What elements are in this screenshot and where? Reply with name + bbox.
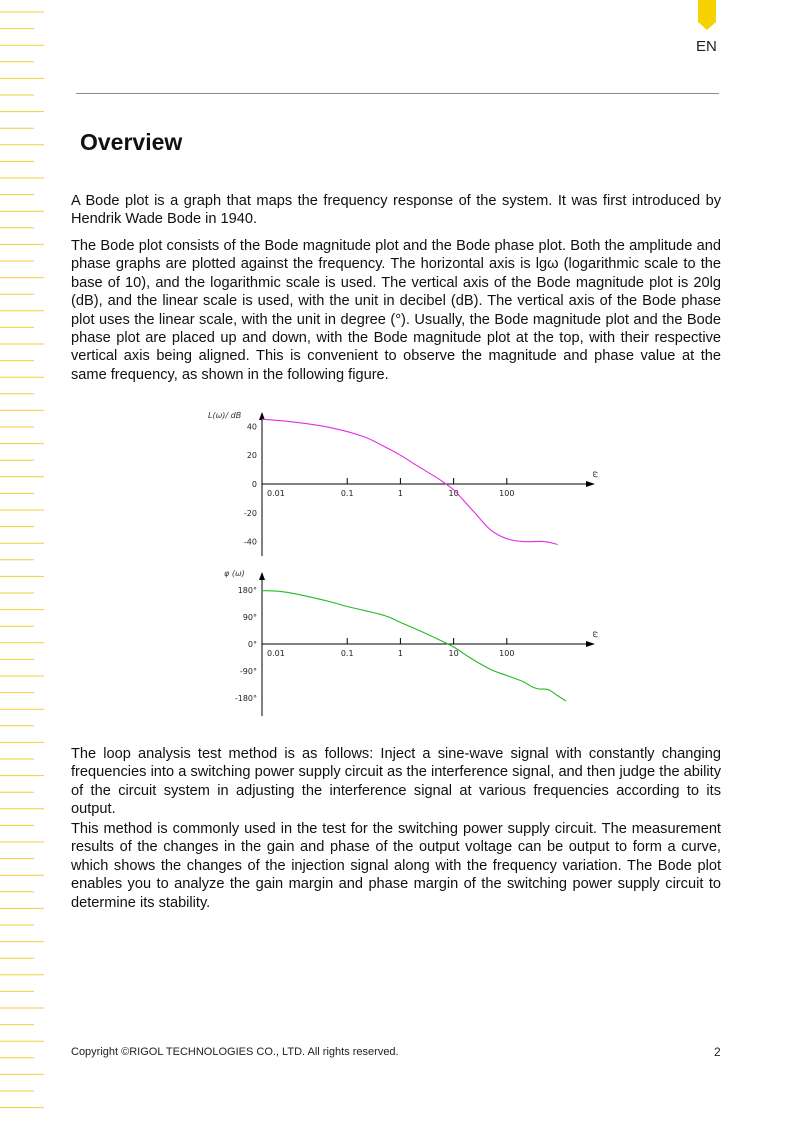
- y-tick-label: 20: [246, 451, 257, 461]
- phase-plot: [224, 569, 600, 716]
- x-axis-label: ω: [591, 631, 600, 638]
- x-tick-label: 0.01: [267, 649, 285, 658]
- y-tick-label: 0: [251, 480, 257, 489]
- y-tick-label: -180°: [234, 694, 257, 703]
- y-tick-label: 180°: [237, 586, 257, 595]
- x-tick-label: 100: [499, 649, 515, 658]
- x-tick-label: 0.1: [340, 649, 354, 658]
- magnitude-curve: [262, 419, 558, 544]
- y-tick-label: -40: [243, 537, 257, 547]
- x-tick-label: 10: [448, 489, 459, 498]
- y-axis-label: φ (ω): [224, 569, 245, 578]
- paragraph-bode-description: The Bode plot consists of the Bode magnitude plot and the Bode phase plot. Both the amplitude and phase graphs are plotted against the frequency. The horizontal axis is lgω (logarithmic scale to the base of 10), and the logarithmic scale is used. The vertical axis of the Bode magnitude plot is 20lg (dB), and the linear scale is used, with the unit in decibel (dB). The vertical axis of the Bode phase plot uses the linear scale, with the unit in degree (°). Usually, the Bode magnitude plot and the Bode phase plot are placed up and down, with the Bode magnitude plot at the top, with their respective vertical axis being aligned. This is convenient to observe the magnitude and phase value at the same frequency, as shown in the following figure.: [71, 238, 721, 383]
- x-tick-label: 1: [397, 489, 403, 498]
- margin-decoration: [0, 0, 46, 1122]
- y-tick-label: 40: [246, 422, 257, 432]
- phase-curve: [262, 591, 566, 701]
- x-tick-label: 10: [448, 649, 459, 658]
- y-axis-arrow: [259, 572, 265, 580]
- header-divider: [76, 93, 719, 94]
- language-label: EN: [696, 38, 717, 55]
- paragraph-loop-analysis: The loop analysis test method is as follows: Inject a sine-wave signal with constantly changing frequencies into a switching power supply circuit as the interference signal, and then judge the ability of the circuit system in adjusting the interference signal at various frequencies according to its output.: [71, 746, 721, 818]
- x-axis-arrow: [586, 641, 595, 647]
- page-title: Overview: [80, 129, 183, 155]
- x-tick-label: 0.01: [267, 489, 285, 498]
- y-tick-label: 0°: [247, 640, 257, 649]
- y-axis-arrow: [259, 412, 265, 420]
- x-axis-arrow: [586, 481, 595, 487]
- y-tick-label: -20: [243, 508, 257, 518]
- y-tick-label: 90°: [242, 613, 257, 622]
- footer-copyright: Copyright ©RIGOL TECHNOLOGIES CO., LTD. All rights reserved.: [71, 1046, 399, 1058]
- magnitude-plot: [208, 411, 600, 556]
- language-tab-marker-tip: [698, 22, 716, 30]
- page-number: 2: [714, 1045, 721, 1059]
- language-tab-marker: [698, 0, 716, 22]
- paragraph-test-method: This method is commonly used in the test for the switching power supply circuit. The measurement results of the changes in the gain and phase of the output voltage can be output to form a curve, which shows the changes of the injection signal along with the frequency variation. The Bode plot enables you to analyze the gain margin and phase margin of the switching power supply circuit to determine its stability.: [71, 821, 721, 911]
- bode-plot-figure: [190, 406, 610, 726]
- y-axis-label: L(ω)/ dB: [208, 411, 242, 420]
- x-axis-label: ω: [591, 471, 600, 478]
- x-tick-label: 1: [397, 649, 403, 658]
- x-tick-label: 0.1: [340, 489, 354, 498]
- x-tick-label: 100: [499, 489, 515, 498]
- y-tick-label: -90°: [239, 667, 257, 676]
- paragraph-intro: A Bode plot is a graph that maps the frequency response of the system. It was first introduced by Hendrik Wade Bode in 1940.: [71, 193, 721, 228]
